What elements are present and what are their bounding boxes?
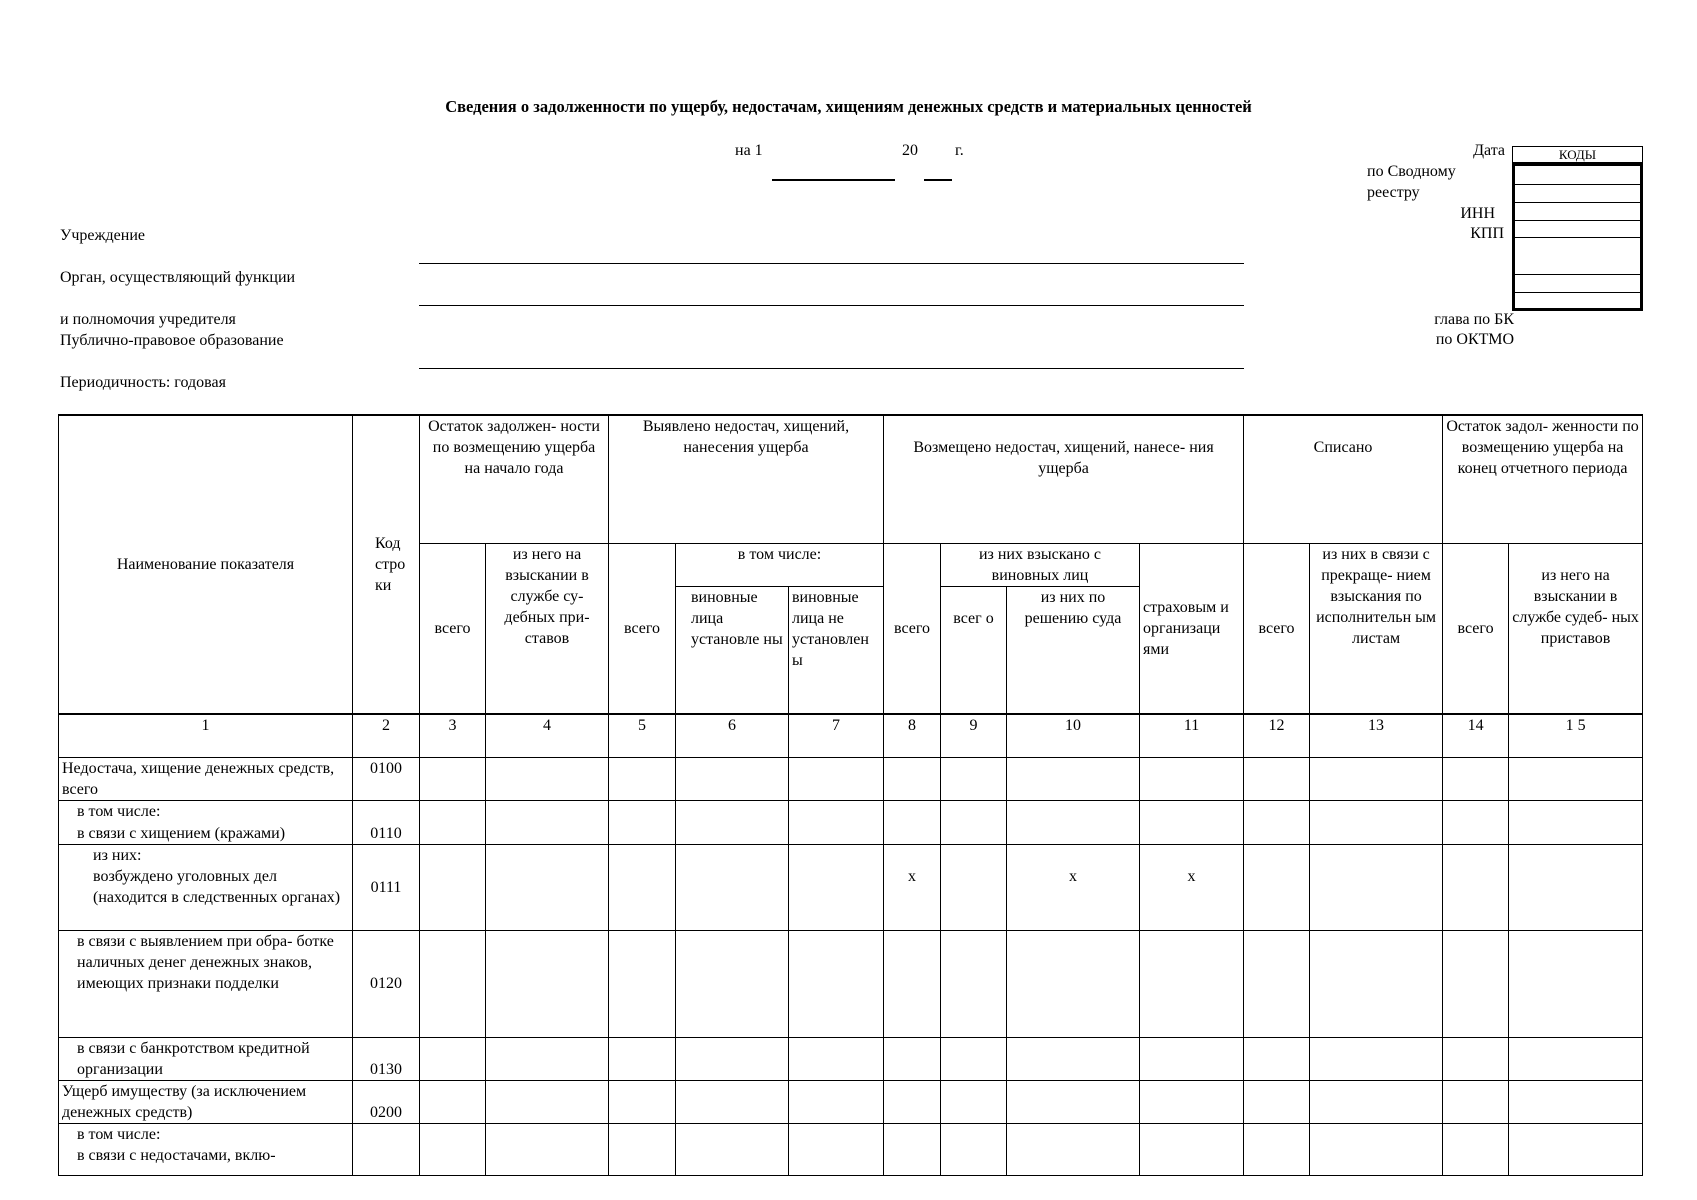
row-code: 0200 (353, 1080, 420, 1123)
value-cell[interactable] (486, 1124, 609, 1176)
value-cell[interactable] (1443, 930, 1509, 1037)
row-name: Ущерб имуществу (за исключением денежных средств) (59, 1080, 353, 1123)
value-cell[interactable] (1310, 801, 1443, 844)
row-name: Недостача, хищение денежных средств, всего (59, 758, 353, 801)
value-cell[interactable] (1509, 930, 1643, 1037)
header-code: Код стро ки (353, 415, 420, 714)
col-number: 5 (609, 714, 676, 758)
row-name: в том числе: в связи с хищением (кражами) (59, 801, 353, 844)
table-row (59, 801, 1643, 844)
header-name: Наименование показателя (59, 415, 353, 714)
value-cell[interactable] (941, 1037, 1007, 1080)
date-prefix: на 1 (735, 142, 763, 159)
value-cell[interactable] (941, 930, 1007, 1037)
header-total-9: всег о (941, 586, 1007, 714)
row-name: в том числе: в связи с недостачами, вклю- (59, 1124, 353, 1176)
value-cell[interactable] (1509, 1080, 1643, 1123)
debt-table (58, 414, 1643, 1176)
value-cell[interactable] (1244, 758, 1310, 801)
value-cell[interactable] (941, 758, 1007, 801)
value-cell[interactable] (420, 1124, 486, 1176)
not-applicable-mark: x (1007, 844, 1140, 930)
row-code: 0110 (353, 801, 420, 844)
value-cell[interactable] (420, 1080, 486, 1123)
header-by-court: из них по решению суда (1007, 586, 1140, 714)
value-cell[interactable] (1244, 844, 1310, 930)
value-cell[interactable] (1443, 1037, 1509, 1080)
value-cell[interactable] (420, 758, 486, 801)
value-cell[interactable] (1140, 801, 1244, 844)
date-year-field[interactable] (924, 179, 952, 181)
code-cell-kpp[interactable] (1515, 237, 1640, 238)
value-cell[interactable] (1509, 758, 1643, 801)
value-cell[interactable] (486, 844, 609, 930)
col-number: 6 (676, 714, 789, 758)
col-number: 11 (1140, 714, 1244, 758)
value-cell[interactable] (884, 1080, 941, 1123)
institution-label: Учреждение (60, 227, 145, 244)
row-name: в связи с выявлением при обра- ботке наличных денег денежных знаков, имеющих признаки подделки (59, 930, 353, 1037)
value-cell[interactable] (1140, 758, 1244, 801)
header-total-3: всего (420, 543, 486, 714)
founder-field[interactable] (419, 305, 1244, 306)
header-culprits-not-found: виновные лица не установлен ы (789, 586, 884, 714)
not-applicable-mark: x (884, 844, 941, 930)
value-cell[interactable] (1509, 844, 1643, 930)
value-cell[interactable] (486, 1037, 609, 1080)
header-total-8: всего (884, 543, 941, 714)
col-number: 9 (941, 714, 1007, 758)
header-balance-end: Остаток задол- женности по возмещению ущерба на конец отчетного периода (1443, 415, 1643, 543)
value-cell[interactable] (1443, 844, 1509, 930)
value-cell[interactable] (884, 1037, 941, 1080)
inn-label: ИНН (1460, 205, 1495, 222)
value-cell[interactable] (609, 930, 676, 1037)
col-number: 1 (59, 714, 353, 758)
value-cell[interactable] (1140, 1037, 1244, 1080)
table-row (59, 758, 1643, 801)
header-termination: из них в связи с прекраще- нием взыскания по исполнительн ым листам (1310, 543, 1443, 714)
periodicity-label: Периодичность: годовая (60, 374, 226, 391)
kpp-label: КПП (1470, 225, 1504, 242)
value-cell[interactable] (1244, 930, 1310, 1037)
value-cell[interactable] (884, 801, 941, 844)
header-total-14: всего (1443, 543, 1509, 714)
col-number: 2 (353, 714, 420, 758)
value-cell[interactable] (1509, 801, 1643, 844)
value-cell[interactable] (486, 1080, 609, 1123)
value-cell[interactable] (1310, 1124, 1443, 1176)
founder-label-line2: и полномочия учредителя (60, 311, 236, 328)
value-cell[interactable] (1443, 801, 1509, 844)
value-cell[interactable] (1310, 1080, 1443, 1123)
codes-header: КОДЫ (1512, 146, 1643, 163)
value-cell[interactable] (676, 801, 789, 844)
value-cell[interactable] (1310, 1037, 1443, 1080)
value-cell[interactable] (1244, 1080, 1310, 1123)
header-total-12: всего (1244, 543, 1310, 714)
value-cell[interactable] (1007, 801, 1140, 844)
header-reimbursed: Возмещено недостач, хищений, нанесе- ния ущерба (884, 415, 1244, 543)
value-cell[interactable] (789, 930, 884, 1037)
code-cell-svod[interactable] (1515, 184, 1640, 185)
value-cell[interactable] (1140, 930, 1244, 1037)
header-detected: Выявлено недостач, хищений, нанесения ущерба (609, 415, 884, 543)
row-name: из них: возбуждено уголовных дел (находится в следственных органах) (59, 844, 353, 930)
value-cell[interactable] (676, 930, 789, 1037)
glava-bk-label: глава по БК (1434, 311, 1514, 328)
value-cell[interactable] (789, 801, 884, 844)
code-cell-inn[interactable] (1515, 220, 1640, 221)
value-cell[interactable] (1443, 758, 1509, 801)
header-culprits-found: виновные лица установле ны (676, 586, 789, 714)
value-cell[interactable] (941, 844, 1007, 930)
header-total-5: всего (609, 543, 676, 714)
value-cell[interactable] (420, 1037, 486, 1080)
value-cell[interactable] (941, 1124, 1007, 1176)
not-applicable-mark: x (1140, 844, 1244, 930)
value-cell[interactable] (609, 801, 676, 844)
table-row (59, 1124, 1643, 1176)
value-cell[interactable] (609, 1124, 676, 1176)
value-cell[interactable] (789, 1080, 884, 1123)
value-cell[interactable] (1140, 1124, 1244, 1176)
header-insurers: страховым и организаци ями (1140, 543, 1244, 714)
table-row (59, 844, 1643, 930)
header-bailiffs-15: из него на взыскании в службе судеб- ных приставов (1509, 543, 1643, 714)
public-entity-field[interactable] (419, 368, 1244, 369)
value-cell[interactable] (1244, 1037, 1310, 1080)
value-cell[interactable] (609, 758, 676, 801)
value-cell[interactable] (1007, 930, 1140, 1037)
value-cell[interactable] (676, 1124, 789, 1176)
header-including: в том числе: (676, 543, 884, 586)
value-cell[interactable] (789, 758, 884, 801)
oktmo-label: по ОКТМО (1435, 331, 1514, 348)
value-cell[interactable] (1007, 1080, 1140, 1123)
codes-box (1512, 146, 1643, 311)
value-cell[interactable] (1310, 844, 1443, 930)
header-bailiffs-4: из него на взыскании в службе су- дебных при- ставов (486, 543, 609, 714)
founder-label-line1: Орган, осуществляющий функции (60, 269, 296, 286)
table-row (59, 1037, 1643, 1080)
value-cell[interactable] (486, 801, 609, 844)
col-number: 8 (884, 714, 941, 758)
code-cell-oktmo[interactable] (1515, 292, 1640, 293)
value-cell[interactable] (486, 758, 609, 801)
value-cell[interactable] (1509, 1124, 1643, 1176)
value-cell[interactable] (1140, 1080, 1244, 1123)
code-cell-svod-2[interactable] (1515, 202, 1640, 203)
col-number: 13 (1310, 714, 1443, 758)
col-number: 12 (1244, 714, 1310, 758)
value-cell[interactable] (676, 844, 789, 930)
value-cell[interactable] (884, 1124, 941, 1176)
row-code: 0130 (353, 1037, 420, 1080)
value-cell[interactable] (789, 1124, 884, 1176)
row-code: 0100 (353, 758, 420, 801)
row-code: 0111 (353, 844, 420, 930)
col-number: 1 5 (1509, 714, 1643, 758)
table-row (59, 1080, 1643, 1123)
value-cell[interactable] (1443, 1124, 1509, 1176)
value-cell[interactable] (676, 1080, 789, 1123)
table-row (59, 930, 1643, 1037)
col-number: 7 (789, 714, 884, 758)
value-cell[interactable] (789, 1037, 884, 1080)
value-cell[interactable] (1244, 1124, 1310, 1176)
date-code-label: Дата (1473, 142, 1505, 159)
value-cell[interactable] (941, 801, 1007, 844)
value-cell[interactable] (941, 1080, 1007, 1123)
value-cell[interactable] (486, 930, 609, 1037)
institution-field[interactable] (419, 263, 1244, 264)
value-cell[interactable] (884, 758, 941, 801)
col-number: 3 (420, 714, 486, 758)
row-name: в связи с банкротством кредитной организации (59, 1037, 353, 1080)
date-year-prefix: 20 (902, 142, 918, 159)
value-cell[interactable] (1443, 1080, 1509, 1123)
row-code (353, 1124, 420, 1176)
value-cell[interactable] (1007, 758, 1140, 801)
value-cell[interactable] (1244, 801, 1310, 844)
value-cell[interactable] (609, 1037, 676, 1080)
value-cell[interactable] (420, 844, 486, 930)
value-cell[interactable] (1310, 758, 1443, 801)
document-title: Сведения о задолженности по ущербу, недостачам, хищениям денежных средств и материальных ценностей (445, 97, 1252, 116)
header-written-off: Списано (1244, 415, 1443, 543)
svod-reestr-label: по Сводному реестру (1367, 163, 1456, 201)
value-cell[interactable] (789, 844, 884, 930)
col-number: 10 (1007, 714, 1140, 758)
row-code: 0120 (353, 930, 420, 1037)
value-cell[interactable] (676, 758, 789, 801)
value-cell[interactable] (1007, 1124, 1140, 1176)
public-entity-label: Публично-правовое образование (60, 332, 284, 349)
value-cell[interactable] (609, 1080, 676, 1123)
value-cell[interactable] (884, 930, 941, 1037)
code-cell-glava-bk[interactable] (1515, 274, 1640, 275)
value-cell[interactable] (1310, 930, 1443, 1037)
value-cell[interactable] (420, 801, 486, 844)
header-balance-start: Остаток задолжен- ности по возмещению ущерба на начало года (420, 415, 609, 543)
column-numbers-row (59, 714, 1643, 758)
value-cell[interactable] (420, 930, 486, 1037)
date-day-month-field[interactable] (772, 179, 895, 181)
value-cell[interactable] (676, 1037, 789, 1080)
value-cell[interactable] (1007, 1037, 1140, 1080)
codes-cells (1512, 163, 1643, 311)
date-year-suffix: г. (955, 142, 964, 159)
value-cell[interactable] (1509, 1037, 1643, 1080)
header-recovered-culprits: из них взыскано с виновных лиц (941, 543, 1140, 586)
col-number: 14 (1443, 714, 1509, 758)
value-cell[interactable] (609, 844, 676, 930)
col-number: 4 (486, 714, 609, 758)
